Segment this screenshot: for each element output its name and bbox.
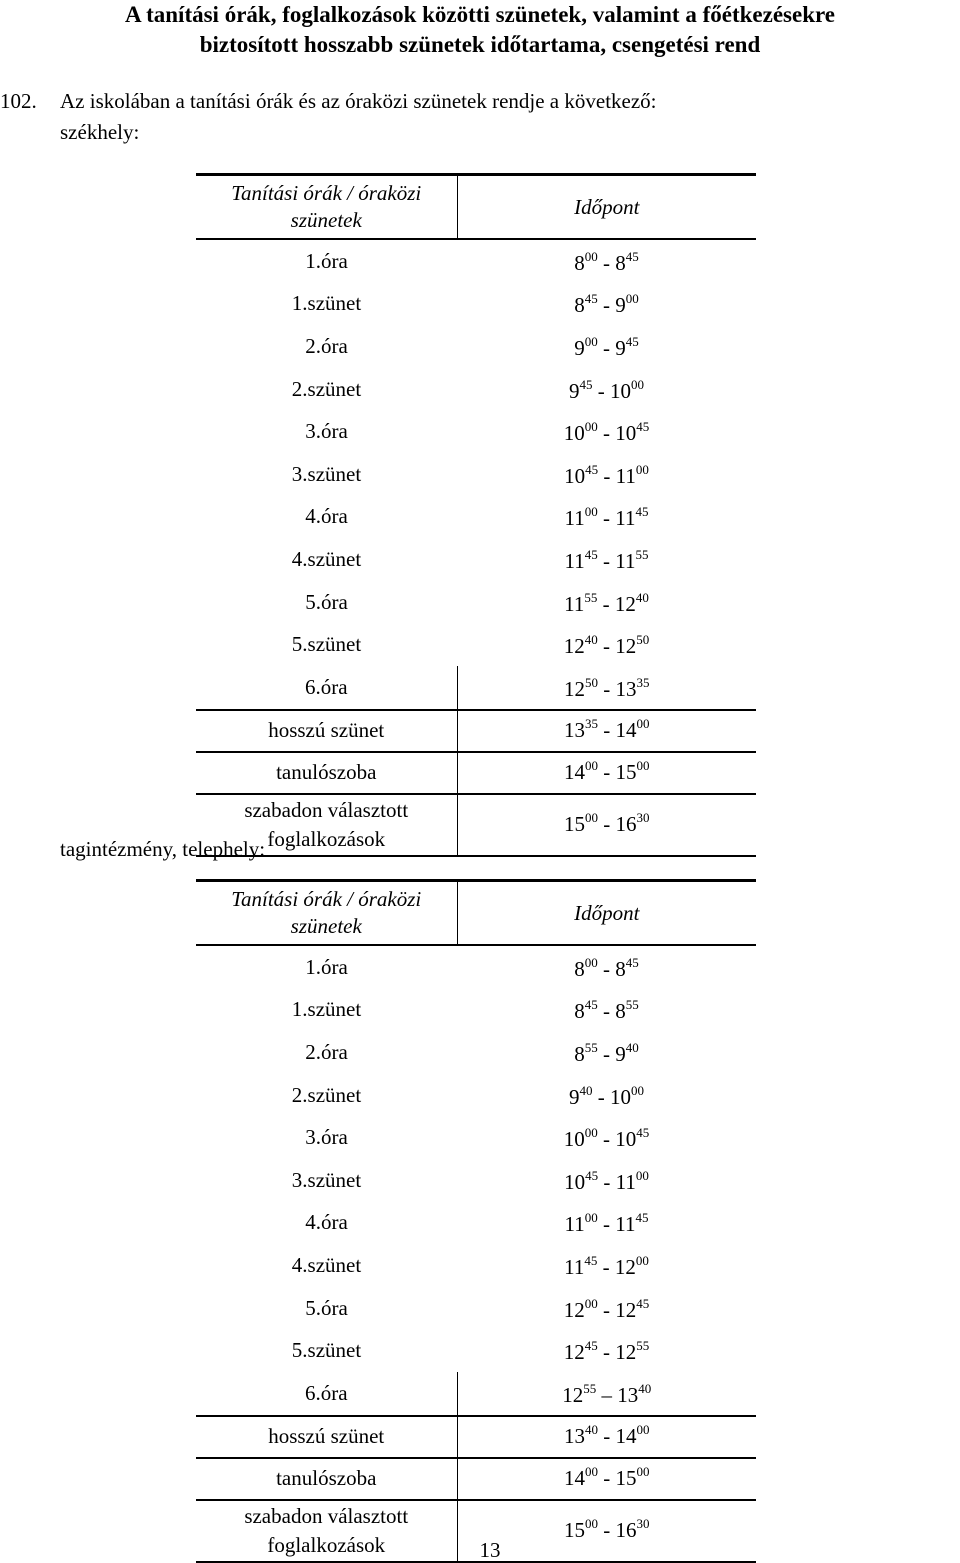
time-cell	[457, 945, 756, 989]
separator: -	[597, 999, 616, 1024]
start-hour: 8	[574, 293, 585, 318]
start-minute: 00	[584, 419, 598, 435]
time-cell	[457, 496, 756, 539]
start-hour: 10	[563, 1127, 585, 1152]
end-minute: 55	[625, 997, 639, 1013]
location-headquarters: székhely:	[60, 120, 140, 144]
start-minute: 35	[585, 716, 598, 732]
table-row	[196, 1372, 756, 1416]
start-minute: 55	[584, 1039, 598, 1055]
end-minute: 55	[636, 1338, 650, 1354]
start-hour: 8	[574, 1041, 585, 1066]
end-minute: 00	[631, 1082, 644, 1098]
table-row	[196, 538, 756, 581]
period-label: 5.óra	[305, 1295, 348, 1320]
time-cell	[457, 1244, 756, 1287]
period-label: 3.óra	[305, 1125, 348, 1150]
start-hour: 10	[563, 421, 585, 446]
start-minute: 00	[585, 810, 598, 826]
end-minute: 45	[636, 419, 650, 435]
period-label: 5.szünet	[291, 632, 362, 657]
period-label: 1.óra	[305, 954, 348, 979]
start-minute: 00	[585, 1516, 598, 1532]
time-cell	[457, 410, 756, 453]
start-minute: 45	[585, 1167, 599, 1183]
end-minute: 40	[638, 1380, 652, 1396]
period-label-line2: foglalkozások	[267, 1532, 386, 1557]
time-cell	[457, 710, 756, 752]
table-row	[196, 989, 756, 1032]
end-hour: 15	[615, 760, 637, 785]
end-minute: 45	[636, 1295, 650, 1311]
start-hour: 14	[564, 760, 585, 785]
start-hour: 9	[569, 1084, 580, 1109]
start-minute: 00	[584, 248, 598, 264]
start-minute: 00	[585, 758, 598, 774]
end-hour: 8	[615, 999, 626, 1024]
table-row	[196, 794, 756, 856]
separator: –	[596, 1382, 618, 1407]
table-row	[196, 945, 756, 989]
separator: -	[597, 250, 616, 275]
end-hour: 14	[615, 1424, 637, 1449]
separator: -	[598, 463, 616, 488]
period-label: 6.óra	[196, 666, 457, 710]
time-cell	[457, 1287, 756, 1330]
start-hour: 8	[574, 999, 585, 1024]
table-row	[196, 239, 756, 283]
period-label: hosszú szünet	[196, 710, 457, 752]
period-label: 4.szünet	[291, 546, 362, 571]
section-number: 102.	[0, 89, 37, 113]
separator: -	[597, 548, 616, 573]
table-row	[196, 1031, 756, 1074]
period-label-line2: foglalkozások	[267, 826, 386, 851]
end-hour: 16	[615, 812, 637, 837]
end-minute: 40	[635, 589, 649, 605]
period-label: 2.óra	[305, 1039, 348, 1064]
table-row	[196, 1159, 756, 1202]
start-hour: 12	[563, 1340, 585, 1365]
table-row	[196, 410, 756, 453]
end-minute: 00	[636, 1464, 650, 1480]
end-minute: 40	[625, 1039, 639, 1055]
period-label: 3.óra	[305, 419, 348, 444]
page-number: 13	[479, 1538, 501, 1562]
end-minute: 30	[636, 1516, 650, 1532]
start-minute: 40	[584, 632, 598, 648]
period-label-line1: szabadon választott	[244, 1503, 409, 1528]
end-hour: 10	[610, 378, 631, 403]
start-hour: 15	[564, 1518, 585, 1543]
table-row	[196, 623, 756, 666]
time-cell	[457, 666, 756, 710]
end-minute: 55	[635, 546, 649, 562]
period-label: 3.szünet	[291, 1167, 362, 1192]
separator: -	[597, 591, 615, 616]
end-minute: 00	[631, 376, 644, 392]
section-text: Az iskolában a tanítási órák és az óraközi szünetek rendje a következő:	[60, 89, 657, 113]
start-minute: 40	[585, 1422, 598, 1438]
period-label: tanulószoba	[196, 752, 457, 794]
end-hour: 11	[615, 506, 636, 531]
start-hour: 8	[574, 250, 585, 275]
end-hour: 14	[615, 718, 637, 743]
period-label: 2.szünet	[291, 376, 362, 401]
end-minute: 00	[636, 758, 650, 774]
start-minute: 00	[584, 504, 598, 520]
header-periods	[196, 881, 457, 946]
end-hour: 9	[615, 293, 626, 318]
separator: -	[597, 335, 616, 360]
separator: -	[598, 1424, 616, 1449]
table-body	[196, 175, 756, 856]
schedule-table-headquarters	[196, 173, 756, 857]
period-label: hosszú szünet	[196, 1416, 457, 1458]
start-minute: 55	[583, 1380, 597, 1396]
start-minute: 45	[585, 461, 599, 477]
time-cell	[457, 283, 756, 326]
table-header-row	[196, 881, 756, 946]
table-row	[196, 453, 756, 496]
start-hour: 9	[574, 335, 585, 360]
header-periods-line1: Tanítási órák / óraközi	[231, 181, 422, 205]
title-line-2: biztosított hosszabb szünetek időtartama, csengetési rend	[199, 32, 761, 57]
period-label: 5.óra	[305, 589, 348, 614]
schedule-table-branch	[196, 879, 756, 1563]
time-cell	[457, 1458, 756, 1500]
table-row	[196, 1458, 756, 1500]
start-hour: 14	[564, 1466, 585, 1491]
separator: -	[597, 1297, 616, 1322]
table-row	[196, 581, 756, 624]
separator: -	[598, 1466, 616, 1491]
table-body	[196, 881, 756, 1562]
time-cell	[457, 453, 756, 496]
time-cell	[457, 1159, 756, 1202]
time-cell	[457, 368, 756, 411]
start-hour: 12	[562, 1382, 584, 1407]
time-cell	[457, 239, 756, 283]
table-row	[196, 1329, 756, 1372]
table-row	[196, 1244, 756, 1287]
start-hour: 13	[564, 718, 585, 743]
separator: -	[597, 506, 616, 531]
separator: -	[598, 1518, 616, 1543]
separator: -	[597, 956, 616, 981]
start-hour: 8	[574, 956, 585, 981]
start-minute: 45	[584, 1338, 598, 1354]
period-label: 6.óra	[196, 1372, 457, 1416]
start-hour: 10	[564, 463, 586, 488]
end-minute: 45	[636, 1125, 650, 1141]
end-hour: 12	[614, 591, 636, 616]
time-cell	[457, 989, 756, 1032]
end-minute: 45	[635, 1210, 649, 1226]
start-minute: 40	[579, 1082, 593, 1098]
start-hour: 12	[563, 1297, 585, 1322]
time-cell	[457, 1202, 756, 1245]
time-cell	[457, 1372, 756, 1416]
table-row	[196, 1074, 756, 1117]
end-minute: 00	[635, 461, 649, 477]
end-hour: 13	[617, 1382, 639, 1407]
period-label: tanulószoba	[196, 1458, 457, 1500]
table-row	[196, 368, 756, 411]
start-minute: 45	[584, 291, 598, 307]
period-label: 4.óra	[305, 504, 348, 529]
separator: -	[598, 812, 616, 837]
time-cell	[457, 325, 756, 368]
period-label-line1: szabadon választott	[244, 797, 409, 822]
table-row	[196, 283, 756, 326]
time-cell	[457, 752, 756, 794]
period-label: 2.óra	[305, 333, 348, 358]
separator: -	[592, 1084, 610, 1109]
separator: -	[598, 760, 616, 785]
start-minute: 45	[584, 1252, 598, 1268]
period-label: 2.szünet	[291, 1082, 362, 1107]
separator: -	[598, 676, 616, 701]
time-cell	[457, 623, 756, 666]
section-paragraph	[0, 86, 910, 148]
document-title	[40, 0, 920, 60]
end-hour: 9	[615, 1041, 626, 1066]
separator: -	[597, 1212, 616, 1237]
header-periods-line2: szünetek	[290, 208, 362, 232]
start-minute: 45	[579, 376, 593, 392]
end-hour: 8	[615, 250, 626, 275]
table-row	[196, 1416, 756, 1458]
start-minute: 00	[584, 333, 598, 349]
separator: -	[597, 1041, 616, 1066]
separator: -	[597, 1254, 615, 1279]
start-hour: 12	[563, 634, 585, 659]
end-minute: 00	[635, 1167, 649, 1183]
location-branch: tagintézmény, telephely:	[60, 837, 266, 861]
period-label: 4.szünet	[291, 1252, 362, 1277]
start-minute: 00	[585, 1464, 598, 1480]
time-cell	[457, 538, 756, 581]
end-hour: 10	[615, 421, 637, 446]
header-periods-line2: szünetek	[290, 914, 362, 938]
time-cell	[457, 794, 756, 856]
time-cell	[457, 581, 756, 624]
separator: -	[597, 634, 616, 659]
table-row	[196, 325, 756, 368]
end-hour: 10	[615, 1127, 637, 1152]
start-minute: 50	[585, 674, 598, 690]
end-minute: 45	[625, 954, 639, 970]
start-minute: 55	[584, 589, 598, 605]
start-hour: 13	[564, 1424, 585, 1449]
time-cell	[457, 1116, 756, 1159]
start-hour: 11	[564, 1212, 585, 1237]
end-hour: 11	[615, 548, 636, 573]
start-hour: 11	[564, 548, 585, 573]
start-minute: 45	[584, 546, 598, 562]
end-hour: 9	[615, 335, 626, 360]
start-minute: 00	[584, 1125, 598, 1141]
period-label: 1.szünet	[291, 997, 362, 1022]
end-hour: 12	[615, 1340, 637, 1365]
separator: -	[592, 378, 610, 403]
start-hour: 9	[569, 378, 580, 403]
end-minute: 00	[636, 1422, 650, 1438]
start-hour: 11	[564, 1254, 585, 1279]
header-time: Időpont	[457, 175, 756, 240]
end-hour: 11	[615, 1212, 636, 1237]
end-minute: 35	[636, 674, 650, 690]
end-minute: 00	[635, 1252, 649, 1268]
title-line-1: A tanítási órák, foglalkozások közötti szünetek, valamint a főétkezésekre	[125, 2, 835, 27]
start-hour: 12	[564, 676, 585, 701]
start-minute: 00	[584, 1210, 598, 1226]
period-label: 4.óra	[305, 1210, 348, 1235]
table-row	[196, 1116, 756, 1159]
period-label: 1.szünet	[291, 291, 362, 316]
separator: -	[598, 1169, 616, 1194]
end-minute: 45	[635, 504, 649, 520]
separator: -	[597, 1340, 616, 1365]
time-cell	[457, 1416, 756, 1458]
header-time: Időpont	[457, 881, 756, 946]
end-hour: 12	[615, 1297, 637, 1322]
start-hour: 10	[564, 1169, 586, 1194]
table-row	[196, 496, 756, 539]
period-label	[196, 1500, 457, 1562]
start-hour: 11	[564, 506, 585, 531]
start-minute: 00	[584, 954, 598, 970]
end-minute: 45	[625, 333, 639, 349]
start-minute: 00	[584, 1295, 598, 1311]
separator: -	[597, 421, 616, 446]
header-periods-line1: Tanítási órák / óraközi	[231, 887, 422, 911]
end-hour: 12	[614, 1254, 636, 1279]
table-row	[196, 752, 756, 794]
period-label: 1.óra	[305, 248, 348, 273]
start-hour: 15	[564, 812, 585, 837]
separator: -	[597, 293, 616, 318]
time-cell	[457, 1031, 756, 1074]
end-hour: 16	[615, 1518, 637, 1543]
end-hour: 13	[615, 676, 637, 701]
table-row	[196, 1287, 756, 1330]
end-hour: 10	[610, 1084, 631, 1109]
end-hour: 11	[615, 1169, 636, 1194]
end-minute: 50	[636, 632, 650, 648]
time-cell	[457, 1329, 756, 1372]
end-minute: 00	[636, 716, 650, 732]
separator: -	[597, 1127, 616, 1152]
table-header-row	[196, 175, 756, 240]
end-hour: 11	[615, 463, 636, 488]
table-row	[196, 666, 756, 710]
end-hour: 12	[615, 634, 637, 659]
end-hour: 15	[615, 1466, 637, 1491]
table-row	[196, 710, 756, 752]
end-hour: 8	[615, 956, 626, 981]
time-cell	[457, 1074, 756, 1117]
start-hour: 11	[564, 591, 585, 616]
header-periods	[196, 175, 457, 240]
start-minute: 45	[584, 997, 598, 1013]
separator: -	[598, 718, 616, 743]
end-minute: 00	[625, 291, 639, 307]
table-row	[196, 1202, 756, 1245]
end-minute: 45	[625, 248, 639, 264]
end-minute: 30	[636, 810, 650, 826]
period-label: 5.szünet	[291, 1338, 362, 1363]
period-label: 3.szünet	[291, 461, 362, 486]
